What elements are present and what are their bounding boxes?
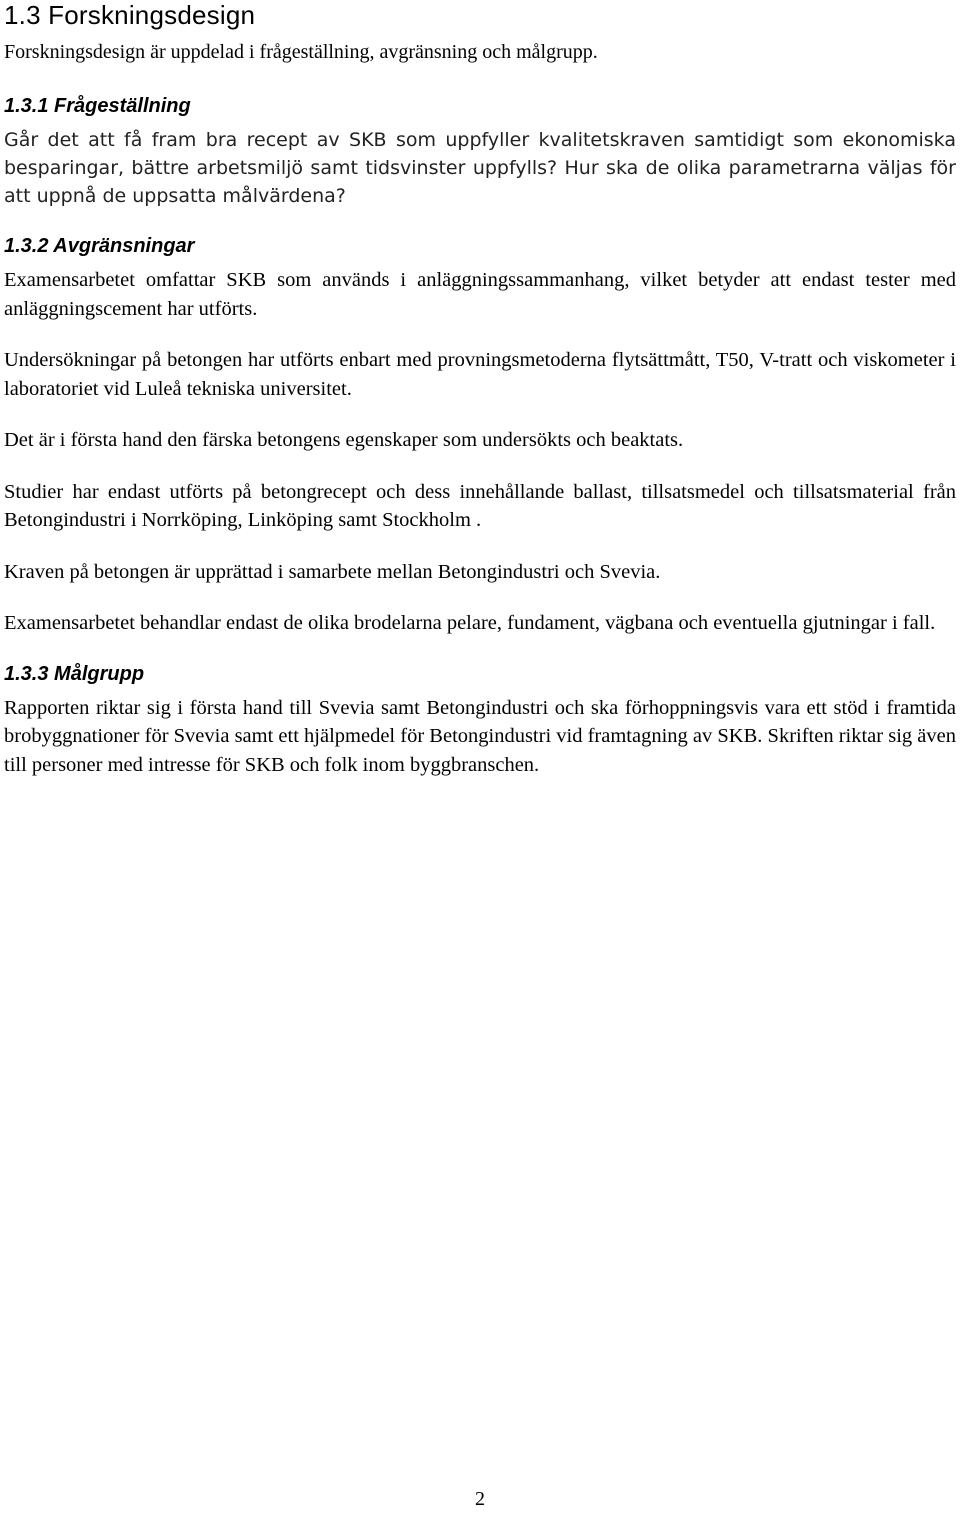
paragraph-malgrupp: Rapporten riktar sig i första hand till Svevia samt Betongindustri och ska förhoppningsvis vara ett stöd i framtida brobyggnationer för Svevia samt ett hjälpmedel för Betongindustri vid framtagning av SKB. Skriften riktar sig även till personer med intresse för SKB och folk inom byggbranschen. — [4, 696, 956, 776]
paragraph-avgransningar-5: Kraven på betongen är upprättad i samarbete mellan Betongindustri och Svevia. — [4, 560, 661, 583]
paragraph-avgransningar-3: Det är i första hand den färska betongens egenskaper som undersökts och beaktats. — [4, 429, 684, 451]
paragraph-avgransningar-1: Examensarbetet omfattar SKB som används i anläggningssammanhang, vilket betyder att endast tester med anläggningscement har utförts. — [4, 269, 956, 320]
subsection-heading-fragestallning: 1.3.1 Frågeställning — [4, 95, 191, 117]
paragraph-avgransningar-6: Examensarbetet behandlar endast de olika brodelarna pelare, fundament, vägbana och eventuella gjutningar i fall. — [4, 612, 936, 634]
paragraph-fragestallning: Går det att få fram bra recept av SKB som uppfyller kvalitetskraven samtidigt som ekonomiska besparingar, bättre arbetsmiljö samt tidsvinster uppfylls? Hur ska de olika parametrarna väljas för att uppnå de uppsatta målvärdena? — [4, 129, 956, 207]
subsection-heading-malgrupp: 1.3.3 Målgrupp — [4, 662, 145, 685]
page-number: 2 — [475, 1488, 485, 1510]
document-page — [4, 0, 956, 779]
section-intro: Forskningsdesign är uppdelad i frågeställning, avgränsning och målgrupp. — [4, 41, 598, 63]
paragraph-avgransningar-2: Undersökningar på betongen har utförts enbart med provningsmetoderna flytsättmått, T50, V-tratt och viskometer i laboratoriet vid Luleå tekniska universitet. — [4, 349, 956, 400]
paragraph-avgransningar-4: Studier har endast utförts på betongrecept och dess innehållande ballast, tillsatsmedel och tillsatsmaterial från Betongindustri i Norrköping, Linköping samt Stockholm . — [4, 480, 956, 531]
section-heading: 1.3 Forskningsdesign — [4, 0, 256, 30]
subsection-heading-avgransningar: 1.3.2 Avgränsningar — [4, 235, 195, 257]
